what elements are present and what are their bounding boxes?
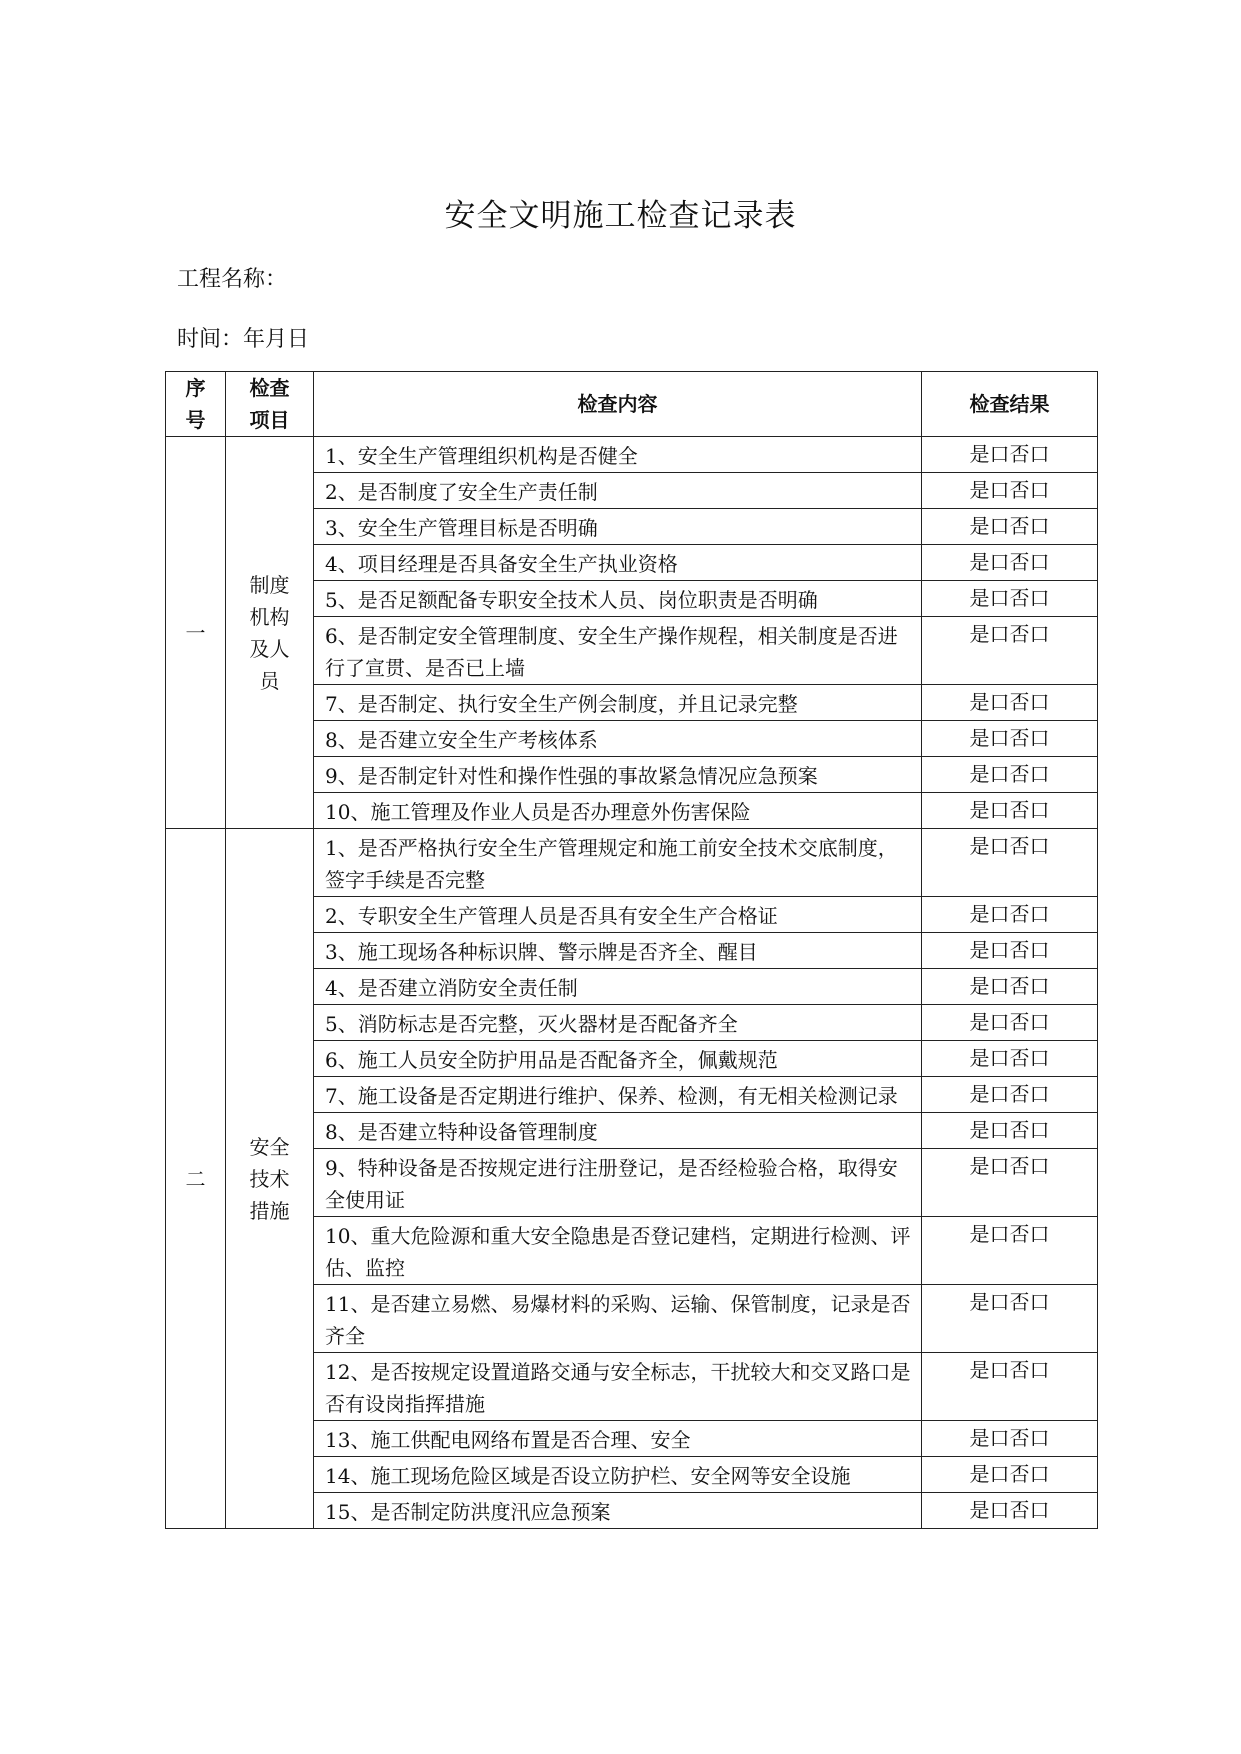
check-content: 6、是否制定安全管理制度、安全生产操作规程，相关制度是否进行了宣贯、是否已上墙	[314, 617, 922, 685]
check-content: 3、安全生产管理目标是否明确	[314, 509, 922, 545]
check-content: 4、是否建立消防安全责任制	[314, 969, 922, 1005]
check-result: 是口否口	[922, 545, 1098, 581]
check-content: 5、是否足额配备专职安全技术人员、岗位职责是否明确	[314, 581, 922, 617]
check-content: 15、是否制定防洪度汛应急预案	[314, 1493, 922, 1529]
check-content: 2、是否制度了安全生产责任制	[314, 473, 922, 509]
check-content: 10、施工管理及作业人员是否办理意外伤害保险	[314, 793, 922, 829]
header-category-text: 检查 项目	[249, 376, 290, 432]
check-result: 是口否口	[922, 1077, 1098, 1113]
check-result: 是口否口	[922, 1217, 1098, 1285]
check-result: 是口否口	[922, 437, 1098, 473]
header-category	[226, 372, 314, 437]
check-content: 12、是否按规定设置道路交通与安全标志，干扰较大和交叉路口是否有设岗指挥措施	[314, 1353, 922, 1421]
check-result: 是口否口	[922, 1005, 1098, 1041]
header-content: 检查内容	[314, 372, 922, 437]
check-content: 14、施工现场危险区域是否设立防护栏、安全网等安全设施	[314, 1457, 922, 1493]
check-content: 2、专职安全生产管理人员是否具有安全生产合格证	[314, 897, 922, 933]
check-content: 6、施工人员安全防护用品是否配备齐全，佩戴规范	[314, 1041, 922, 1077]
check-content: 1、安全生产管理组织机构是否健全	[314, 437, 922, 473]
section-seq: 一	[166, 437, 226, 829]
check-result: 是口否口	[922, 617, 1098, 685]
check-content: 10、重大危险源和重大安全隐患是否登记建档，定期进行检测、评估、监控	[314, 1217, 922, 1285]
check-result: 是口否口	[922, 1285, 1098, 1353]
check-result: 是口否口	[922, 721, 1098, 757]
section-category: 安全 技术 措施	[226, 829, 314, 1529]
check-result: 是口否口	[922, 473, 1098, 509]
check-result: 是口否口	[922, 1041, 1098, 1077]
check-result: 是口否口	[922, 757, 1098, 793]
check-result: 是口否口	[922, 933, 1098, 969]
check-result: 是口否口	[922, 897, 1098, 933]
check-content: 11、是否建立易燃、易爆材料的采购、运输、保管制度，记录是否齐全	[314, 1285, 922, 1353]
check-result: 是口否口	[922, 1353, 1098, 1421]
check-result: 是口否口	[922, 829, 1098, 897]
check-content: 7、是否制定、执行安全生产例会制度，并且记录完整	[314, 685, 922, 721]
check-result: 是口否口	[922, 1493, 1098, 1529]
check-result: 是口否口	[922, 793, 1098, 829]
check-content: 5、消防标志是否完整，灭火器材是否配备齐全	[314, 1005, 922, 1041]
inspection-table	[165, 371, 1098, 1529]
check-content: 8、是否建立安全生产考核体系	[314, 721, 922, 757]
check-result: 是口否口	[922, 969, 1098, 1005]
check-result: 是口否口	[922, 1113, 1098, 1149]
check-content: 4、项目经理是否具备安全生产执业资格	[314, 545, 922, 581]
check-result: 是口否口	[922, 685, 1098, 721]
check-content: 7、施工设备是否定期进行维护、保养、检测，有无相关检测记录	[314, 1077, 922, 1113]
check-content: 8、是否建立特种设备管理制度	[314, 1113, 922, 1149]
check-content: 9、是否制定针对性和操作性强的事故紧急情况应急预案	[314, 757, 922, 793]
check-content: 3、施工现场各种标识牌、警示牌是否齐全、醒目	[314, 933, 922, 969]
date-label: 时间：年月日	[177, 327, 310, 352]
document-title: 安全文明施工检查记录表	[444, 198, 797, 234]
check-result: 是口否口	[922, 1149, 1098, 1217]
header-result: 检查结果	[922, 372, 1098, 437]
header-seq-text: 序 号	[185, 376, 206, 432]
header-seq	[166, 372, 226, 437]
check-result: 是口否口	[922, 1457, 1098, 1493]
check-result: 是口否口	[922, 1421, 1098, 1457]
section-category: 制度 机构 及人 员	[226, 437, 314, 829]
section-seq: 二	[166, 829, 226, 1529]
check-result: 是口否口	[922, 581, 1098, 617]
check-content: 13、施工供配电网络布置是否合理、安全	[314, 1421, 922, 1457]
table-header-row	[166, 372, 1098, 437]
check-result: 是口否口	[922, 509, 1098, 545]
project-name-label: 工程名称：	[177, 267, 288, 292]
table-row	[166, 437, 1098, 473]
check-content: 1、是否严格执行安全生产管理规定和施工前安全技术交底制度，签字手续是否完整	[314, 829, 922, 897]
check-content: 9、特种设备是否按规定进行注册登记，是否经检验合格，取得安全使用证	[314, 1149, 922, 1217]
table-row	[166, 829, 1098, 897]
